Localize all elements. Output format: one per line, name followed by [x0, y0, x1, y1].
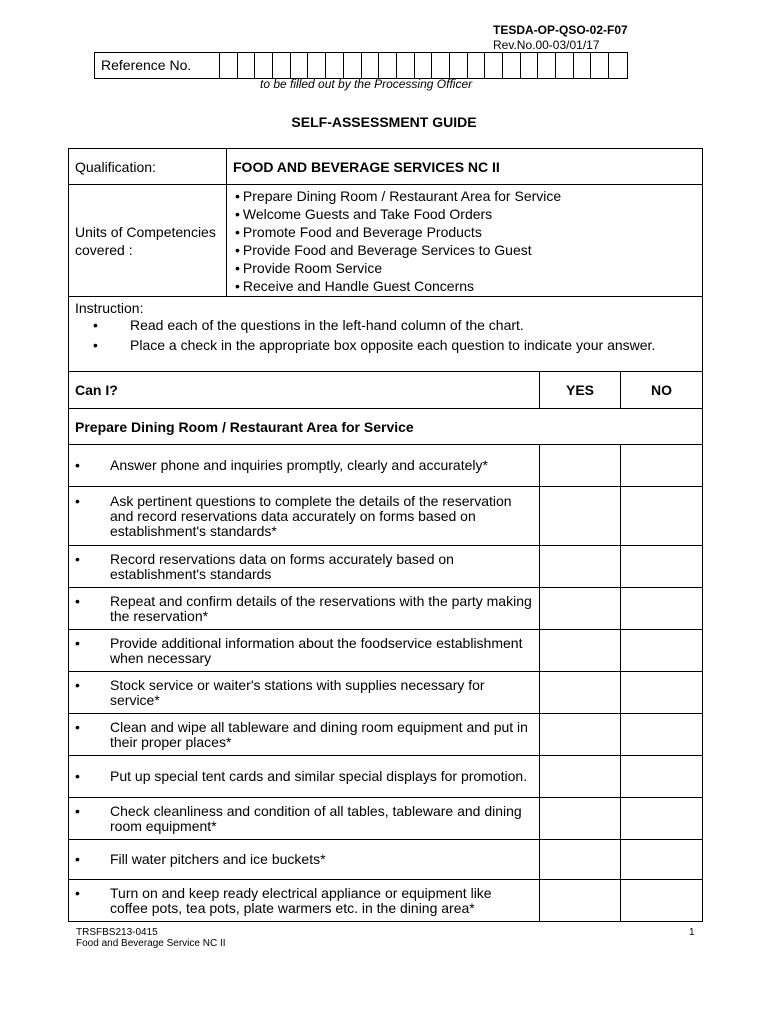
question-text: Provide additional information about the foodservice establishment when necessary: [110, 634, 523, 666]
reference-digit-box[interactable]: [308, 53, 326, 78]
table-row: [69, 840, 703, 880]
reference-digit-box[interactable]: [574, 53, 592, 78]
unit-item: • Welcome Guests and Take Food Orders: [235, 205, 696, 223]
reference-digit-box[interactable]: [485, 53, 503, 78]
qualification-label: Qualification:: [69, 149, 227, 185]
instruction-item: [75, 338, 696, 353]
no-checkbox[interactable]: [621, 840, 703, 880]
bullet-icon: •: [75, 492, 80, 509]
instruction-item: [75, 318, 696, 333]
instruction-text: Place a check in the appropriate box opposite each question to indicate your answer.: [130, 337, 656, 353]
section-title: Prepare Dining Room / Restaurant Area for Service: [69, 409, 703, 445]
reference-digit-box[interactable]: [344, 53, 362, 78]
no-header: NO: [621, 372, 703, 409]
yes-checkbox[interactable]: [540, 445, 621, 487]
no-checkbox[interactable]: [621, 588, 703, 630]
unit-item: • Receive and Handle Guest Concerns: [235, 277, 696, 295]
reference-digit-box[interactable]: [591, 53, 609, 78]
instruction-text: Read each of the questions in the left-hand column of the chart.: [130, 317, 524, 333]
reference-digit-box[interactable]: [503, 53, 521, 78]
table-row: [69, 588, 703, 630]
question-text: Ask pertinent questions to complete the details of the reservation and record reservations data accurately on forms based on establishment's standards*: [110, 492, 512, 539]
yes-header: YES: [540, 372, 621, 409]
reference-digit-box[interactable]: [379, 53, 397, 78]
footer-doc-title: Food and Beverage Service NC II: [76, 938, 226, 949]
instruction-label: Instruction:: [75, 300, 144, 316]
table-row: [69, 445, 703, 487]
unit-item: • Promote Food and Beverage Products: [235, 223, 696, 241]
reference-digit-box[interactable]: [521, 53, 539, 78]
page-number: 1: [689, 927, 695, 938]
reference-digit-box[interactable]: [609, 53, 627, 78]
yes-checkbox[interactable]: [540, 798, 621, 840]
unit-item: • Provide Room Service: [235, 259, 696, 277]
question-text: Turn on and keep ready electrical appliance or equipment like coffee pots, tea pots, plate warmers etc. in the dining area*: [110, 884, 492, 916]
no-checkbox[interactable]: [621, 672, 703, 714]
no-checkbox[interactable]: [621, 487, 703, 546]
bullet-icon: •: [75, 768, 80, 784]
bullet-icon: •: [75, 634, 80, 651]
reference-digit-box[interactable]: [432, 53, 450, 78]
yes-checkbox[interactable]: [540, 840, 621, 880]
question-text: Answer phone and inquiries promptly, clearly and accurately*: [110, 457, 488, 473]
reference-digit-box[interactable]: [362, 53, 380, 78]
yes-checkbox[interactable]: [540, 672, 621, 714]
table-row: [69, 630, 703, 672]
reference-digit-box[interactable]: [397, 53, 415, 78]
reference-digit-box[interactable]: [326, 53, 344, 78]
question-text: Fill water pitchers and ice buckets*: [110, 851, 326, 867]
no-checkbox[interactable]: [621, 630, 703, 672]
reference-digit-box[interactable]: [238, 53, 256, 78]
table-row: [69, 756, 703, 798]
no-checkbox[interactable]: [621, 880, 703, 922]
question-text: Repeat and confirm details of the reservations with the party making the reservation*: [110, 592, 532, 624]
yes-checkbox[interactable]: [540, 588, 621, 630]
bullet-icon: •: [75, 676, 80, 693]
bullet-icon: •: [75, 457, 80, 473]
reference-digit-box[interactable]: [538, 53, 556, 78]
no-checkbox[interactable]: [621, 445, 703, 487]
reference-digit-box[interactable]: [450, 53, 468, 78]
bullet-icon: •: [75, 718, 80, 735]
yes-checkbox[interactable]: [540, 487, 621, 546]
reference-digit-box[interactable]: [291, 53, 309, 78]
table-row: [69, 672, 703, 714]
question-text: Record reservations data on forms accurately based on establishment's standards: [110, 550, 454, 582]
no-checkbox[interactable]: [621, 756, 703, 798]
unit-item: • Provide Food and Beverage Services to Guest: [235, 241, 696, 259]
bullet-icon: •: [75, 884, 80, 901]
reference-digit-box[interactable]: [255, 53, 273, 78]
bullet-icon: •: [75, 802, 80, 819]
yes-checkbox[interactable]: [540, 630, 621, 672]
reference-digit-box[interactable]: [273, 53, 291, 78]
reference-label: Reference No.: [95, 53, 220, 78]
bullet-icon: •: [75, 592, 80, 609]
bullet-icon: •: [75, 550, 80, 567]
reference-digit-box[interactable]: [415, 53, 433, 78]
table-row: [69, 714, 703, 756]
yes-checkbox[interactable]: [540, 546, 621, 588]
question-text: Check cleanliness and condition of all tables, tableware and dining room equipment*: [110, 802, 522, 834]
bullet-icon: •: [93, 337, 98, 353]
revision-number: Rev.No.00-03/01/17: [493, 38, 600, 52]
reference-digit-box[interactable]: [556, 53, 574, 78]
no-checkbox[interactable]: [621, 714, 703, 756]
no-checkbox[interactable]: [621, 798, 703, 840]
table-row: [69, 880, 703, 922]
table-row: [69, 487, 703, 546]
reference-note: to be filled out by the Processing Officer: [260, 77, 473, 91]
question-text: Clean and wipe all tableware and dining room equipment and put in their proper places*: [110, 718, 528, 750]
page-title: SELF-ASSESSMENT GUIDE: [291, 114, 477, 130]
form-code: TESDA-OP-QSO-02-F07: [493, 23, 628, 37]
reference-digit-box[interactable]: [220, 53, 238, 78]
can-i-header: Can I?: [69, 372, 540, 409]
footer-doc-code: TRSFBS213-0415: [76, 927, 158, 938]
no-checkbox[interactable]: [621, 546, 703, 588]
yes-checkbox[interactable]: [540, 880, 621, 922]
question-text: Stock service or waiter's stations with supplies necessary for service*: [110, 676, 485, 708]
bullet-icon: •: [93, 317, 98, 333]
units-cell: [227, 185, 703, 297]
unit-item: • Prepare Dining Room / Restaurant Area for Service: [235, 187, 696, 205]
table-row: [69, 798, 703, 840]
qualification-value: FOOD AND BEVERAGE SERVICES NC II: [227, 149, 703, 185]
units-list: [235, 187, 696, 295]
reference-digit-box[interactable]: [468, 53, 486, 78]
table-row: [69, 546, 703, 588]
assessment-table: [68, 148, 703, 922]
bullet-icon: •: [75, 851, 80, 867]
reference-number-row: [94, 52, 628, 79]
footer-left: [76, 927, 226, 949]
units-label: Units of Competencies covered :: [69, 185, 227, 297]
yes-checkbox[interactable]: [540, 714, 621, 756]
yes-checkbox[interactable]: [540, 756, 621, 798]
instruction-cell: [69, 297, 703, 372]
question-text: Put up special tent cards and similar special displays for promotion.: [110, 768, 528, 784]
